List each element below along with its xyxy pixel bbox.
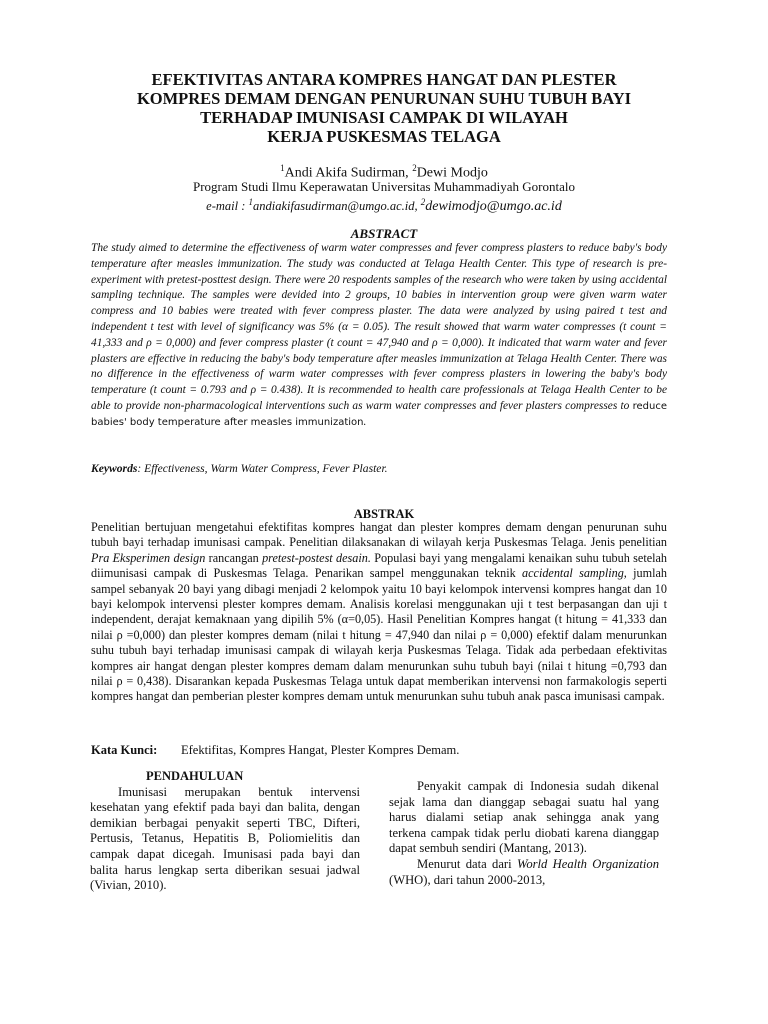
email-prefix: e-mail :: [206, 199, 249, 214]
abstrak-text-4: jumlah sampel sebanyak 20 bayi yang dibagi menjadi 2 kelompok yaitu 10 bayi kelompok intervensi kompres hangat dan 10 bayi kelompok intervensi plester kompres demam. Analisis korelasi menggunakan uji t test berpasangan dan uji t independent, derajat kemaknaan yang dipilih 5% (α=0,05). Hasil Penelitian Kompres hangat (t hitung = 41,333 dan nilai ρ =0,000) dan plester kompres demam (nilai t hitung = 47,940 dan nilai ρ = 0,000) efektif dalam menurunkan suhu tubuh bayi terhadap imunisasi campak di wilayah kerja Puskesmas Telaga. Tidak ada perbedaan efektivitas kompres air hangat dengan plester kompres demam dalam menurunkan suhu tubuh bayi (nilai t hitung =0,793 dan nilai ρ = 0,438). Disarankan kepada Puskesmas Telaga untuk dapat memberikan intervensi non farmakologis seperti kompres hangat dan pemberian plester kompres demam untuk menurunkan suhu tubuh anak pasca imunisasi campak.: [91, 566, 667, 704]
title-line-2: KOMPRES DEMAM DENGAN PENURUNAN SUHU TUBUH BAYI: [136, 89, 632, 108]
kata-kunci-label: Kata Kunci:: [91, 743, 158, 757]
email-address-2: dewimodjo@umgo.ac.id: [425, 199, 562, 215]
abstrak-text-2: rancangan: [205, 550, 263, 565]
abstract-english-end: .: [363, 415, 367, 428]
abstrak-italic-3: accidental sampling,: [522, 566, 627, 581]
paper-title: [80, 70, 688, 146]
title-line-3: TERHADAP IMUNISASI CAMPAK DI WILAYAH: [200, 108, 568, 127]
left-column: [90, 769, 360, 894]
author-1: Andi Akifa Sudirman,: [284, 165, 413, 181]
abstrak-indonesian: [91, 520, 667, 705]
abstract-heading: ABSTRACT: [350, 226, 418, 241]
abstrak-italic-1: Pra Eksperimen design: [91, 550, 206, 565]
right-column-text-a: Menurut data dari: [417, 856, 517, 871]
right-column: [389, 779, 659, 888]
abstrak-text-3: Populasi bayi yang mengalami kenaikan suhu tubuh setelah diimunisasi campak di Puskesmas Telaga. Penarikan sampel menggunakan teknik: [91, 550, 668, 581]
email-address-1: andiakifasudirman@umgo.ac.id,: [253, 199, 421, 214]
abstract-english: [91, 241, 667, 431]
email-1-marker: 1: [248, 197, 254, 207]
author-1-marker: 1: [280, 163, 285, 173]
abstrak-italic-2: pretest-postest desain.: [262, 550, 371, 565]
author-2: Dewi Modjo: [416, 165, 488, 181]
affiliation: Program Studi Ilmu Keperawatan Universitas Muhammadiyah Gorontalo: [193, 179, 575, 194]
keywords-text: : Effectiveness, Warm Water Compress, Fever Plaster.: [137, 462, 388, 475]
right-column-italic: World Health Organization: [516, 856, 659, 871]
abstrak-heading: ABSTRAK: [353, 507, 415, 521]
title-line-4: KERJA PUSKESMAS TELAGA: [267, 127, 501, 146]
right-column-paragraph-2: [389, 857, 659, 888]
kata-kunci-text: Efektifitas, Kompres Hangat, Plester Kompres Demam.: [181, 743, 460, 757]
email-line: [80, 194, 688, 215]
section-heading: PENDAHULUAN: [146, 769, 244, 783]
abstrak-text-1: Penelitian bertujuan mengetahui efektifitas kompres hangat dan plester kompres demam dengan penurunan suhu tubuh bayi terhadap imunisasi campak. Penelitian dilaksanakan di wilayah kerja Puskesmas Telaga. Jenis penelitian: [91, 520, 667, 550]
right-column-text-b: (WHO), dari tahun 2000-2013,: [389, 872, 546, 887]
keywords-label: Keywords: [91, 462, 138, 475]
right-column-paragraph-1: Penyakit campak di Indonesia sudah dikenal sejak lama dan dianggap sebagai suatu hal yang harus dialami setiap anak sehingga anak yang terkena campak tidak perlu diobati karena dianggap dapat sembuh sendiri (Mantang, 2013).: [389, 779, 659, 856]
title-line-1: EFEKTIVITAS ANTARA KOMPRES HANGAT DAN PLESTER: [151, 70, 617, 89]
email-2-marker: 2: [420, 197, 426, 207]
abstract-english-body: The study aimed to determine the effectiveness of warm water compresses and fever compress plasters to reduce baby's body temperature after measles immunization. The study was conducted at Telaga Health Center. This type of research is pre-experiment with pretest-posttest design. There were 20 respodents samples of the research who were taken by using accidental sampling technique. The samples were devided into 2 groups, 10 babies in intervention group were given warm water compress and 10 babies were treated with fever compress plaster. The data were analyzed by using paired t test and independent t test with level of significancy was 5% (α = 0.05). The result showed that warm water compresses (t count = 41,333 and ρ = 0,000) and fever compress plaster (t count = 47,940 and ρ = 0,000). It indicated that warm water and fever plasters are effective in reducing the baby's body temperature after measles immunization at Telaga Health Center. There was no difference in the effectiveness of warm water compresses with fever compress plasters in lowering the baby's body temperature (t count = 0.793 and ρ = 0.438). It is recommended to health care professionals at Telaga Health Center to be able to provide non-pharmacological interventions such as warm water compresses and fever plasters compresses to: [91, 242, 667, 412]
kata-kunci: [91, 743, 667, 758]
keywords: [91, 462, 667, 475]
author-2-marker: 2: [412, 163, 417, 173]
abstract-english-tail: reduce babies' body temperature after measles immunization: [91, 400, 667, 428]
left-column-paragraph: Imunisasi merupakan bentuk intervensi kesehatan yang efektif pada bayi dan balita, dengan demikian berbagai penyakit seperti TBC, Difteri, Pertusis, Tetanus, Hepatitis B, Poliomielitis dan campak dapat dicegah. Imunisasi pada bayi dan balita harus lengkap serta diberikan sesuai jadwal (Vivian, 2010).: [90, 784, 360, 893]
